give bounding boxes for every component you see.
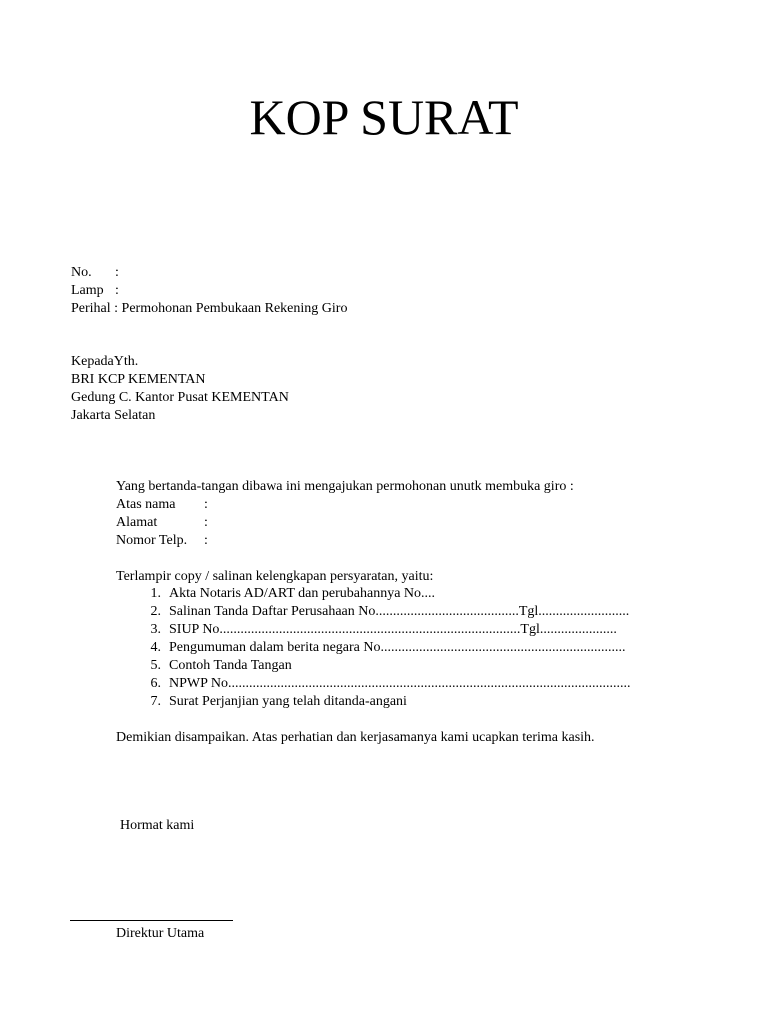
list-text: Surat Perjanjian yang telah ditanda-angani: [169, 694, 407, 709]
signature-line: [70, 920, 233, 921]
recipient-salutation: KepadaYth.: [71, 354, 139, 369]
field-atas-nama: [116, 496, 208, 514]
list-item: [116, 675, 631, 693]
field-colon: :: [204, 515, 208, 530]
field-label: Nomor Telp.: [116, 533, 188, 548]
recipient-city: Jakarta Selatan: [71, 408, 156, 423]
list-number: 4.: [150, 640, 161, 655]
signature-position: Direktur Utama: [116, 926, 205, 941]
list-item: [116, 621, 631, 639]
attachment-label: Lamp: [71, 283, 104, 298]
list-text: Contoh Tanda Tangan: [169, 658, 292, 673]
list-number: 1.: [150, 586, 161, 601]
number-line: [71, 264, 119, 282]
list-text: NPWP No...................................................................................................................: [169, 676, 631, 691]
requirements-list: [116, 585, 631, 711]
field-colon: :: [204, 533, 208, 548]
attachment-line: [71, 282, 119, 300]
letterhead-title: KOP SURAT: [249, 89, 519, 145]
list-number: 6.: [150, 676, 161, 691]
list-text: Pengumuman dalam berita negara No......................................................................: [169, 640, 626, 655]
attachment-intro: Terlampir copy / salinan kelengkapan persyaratan, yaitu:: [116, 569, 434, 584]
field-label: Alamat: [116, 515, 158, 530]
body-intro: Yang bertanda-tangan dibawa ini mengajukan permohonan unutk membuka giro :: [116, 479, 574, 494]
number-label: No.: [71, 265, 92, 280]
list-text: SIUP No......................................................................................Tgl......................: [169, 622, 617, 637]
attachment-colon: :: [115, 283, 119, 298]
list-number: 7.: [150, 694, 161, 709]
field-alamat: [116, 514, 208, 532]
list-item: [116, 639, 631, 657]
list-item: [116, 657, 631, 675]
number-colon: :: [115, 265, 119, 280]
field-colon: :: [204, 497, 208, 512]
recipient-name: BRI KCP KEMENTAN: [71, 372, 206, 387]
list-item: [116, 693, 631, 711]
signature-greeting: Hormat kami: [120, 818, 195, 833]
list-number: 3.: [150, 622, 161, 637]
list-item: [116, 603, 631, 621]
list-item: [116, 585, 631, 603]
subject-line: Perihal : Permohonan Pembukaan Rekening Giro: [71, 301, 348, 316]
field-label: Atas nama: [116, 497, 176, 512]
field-nomor-telp: [116, 532, 208, 550]
list-text: Salinan Tanda Daftar Perusahaan No.........................................Tgl..........................: [169, 604, 630, 619]
list-number: 5.: [150, 658, 161, 673]
closing-text: Demikian disampaikan. Atas perhatian dan kerjasamanya kami ucapkan terima kasih.: [116, 730, 595, 745]
list-text: Akta Notaris AD/ART dan perubahannya No....: [169, 586, 436, 601]
recipient-address: Gedung C. Kantor Pusat KEMENTAN: [71, 390, 289, 405]
list-number: 2.: [150, 604, 161, 619]
